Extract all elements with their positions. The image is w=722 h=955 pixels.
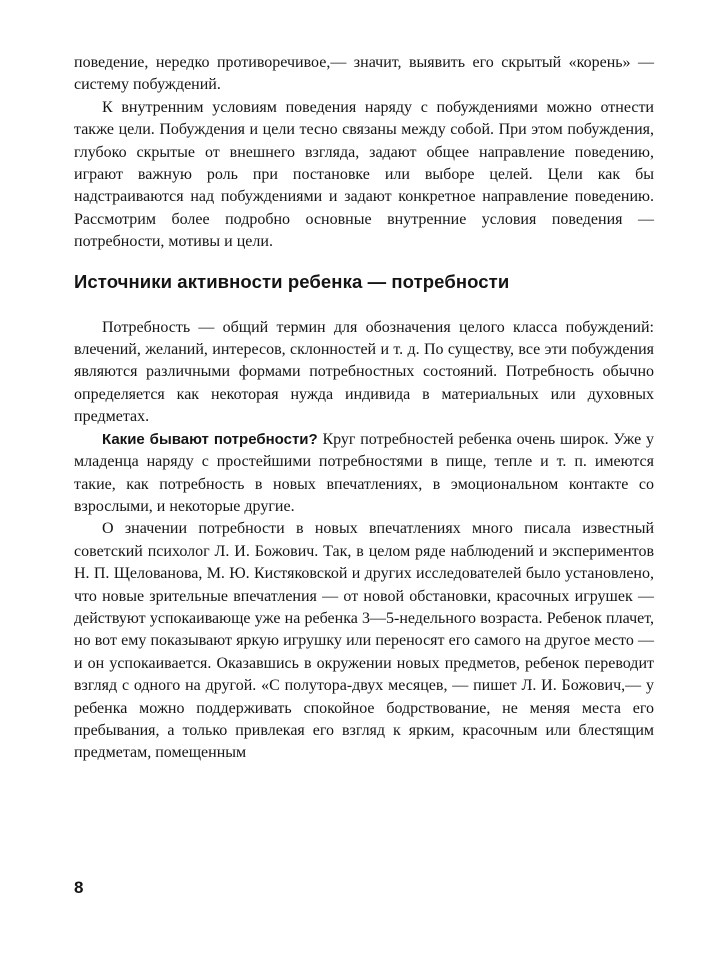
paragraph-lead-in: Какие бывают потребности? [102, 430, 318, 448]
paragraph-needs-definition: Потребность — общий термин для обозначения целого класса побуждений: влечений, желаний, интересов, склонностей и т. д. По существу, все эти побуждения являются различными формами потребностных состояний. Потребность обычно определяется как некоторая нужда индивида в материальных или духовных предметах. [74, 318, 654, 426]
paragraph-new-impressions: О значении потребности в новых впечатлениях много писала известный советский психолог Л. И. Божович. Так, в целом ряде наблюдений и экспериментов Н. П. Щелованова, М. Ю. Кистяковской и других исследователей было установлено, что новые зрительные впечатления — от новой обстановки, красочных игрушек — действуют успокаивающе уже на ребенка 3—5-недельного возраста. Ребенок плачет, но вот ему показывают яркую игрушку или переносят его самого на другое место — и он успокаивается. Оказавшись в окружении новых предметов, ребенок переводит взгляд с одного на другой. «С полутора-двух месяцев, — пишет Л. И. Божович,— у ребенка можно поддерживать спокойное бодрствование, не меняя места его пребывания, а только привлекая его взгляд к ярким, красочным или блестящим предметам, помещенным [74, 520, 654, 762]
paragraph-internal-conditions: К внутренним условиям поведения наряду с побуждениями можно отнести также цели. Побуждения и цели тесно связаны между собой. При этом побуждения, глубоко скрытые от внешнего взгляда, задают общее направление поведению, играют важную роль при постановке или выборе целей. Цели как бы надстраиваются над побуждениями и задают конкретное направление поведению. Рассмотрим более подробно основные внутренние условия поведения — потребности, мотивы и цели. [74, 98, 654, 251]
section-heading: Источники активности ребенка — потребности [74, 270, 510, 292]
page-body [74, 52, 654, 765]
page-number: 8 [74, 878, 84, 897]
paragraph-behavior-root: поведение, нередко противоречивое,— значит, выявить его скрытый «корень» — систему побуждений. [74, 54, 654, 94]
paragraph-needs-kinds-text: Круг потребностей ребенка очень широк. Уже у младенца наряду с простейшими потребностями в пище, тепле и т. п. имеются такие, как потребность в новых впечатлениях, в эмоциональном контакте со взрослыми, и некоторые другие. [74, 430, 654, 515]
paragraph-needs-kinds [74, 429, 654, 519]
